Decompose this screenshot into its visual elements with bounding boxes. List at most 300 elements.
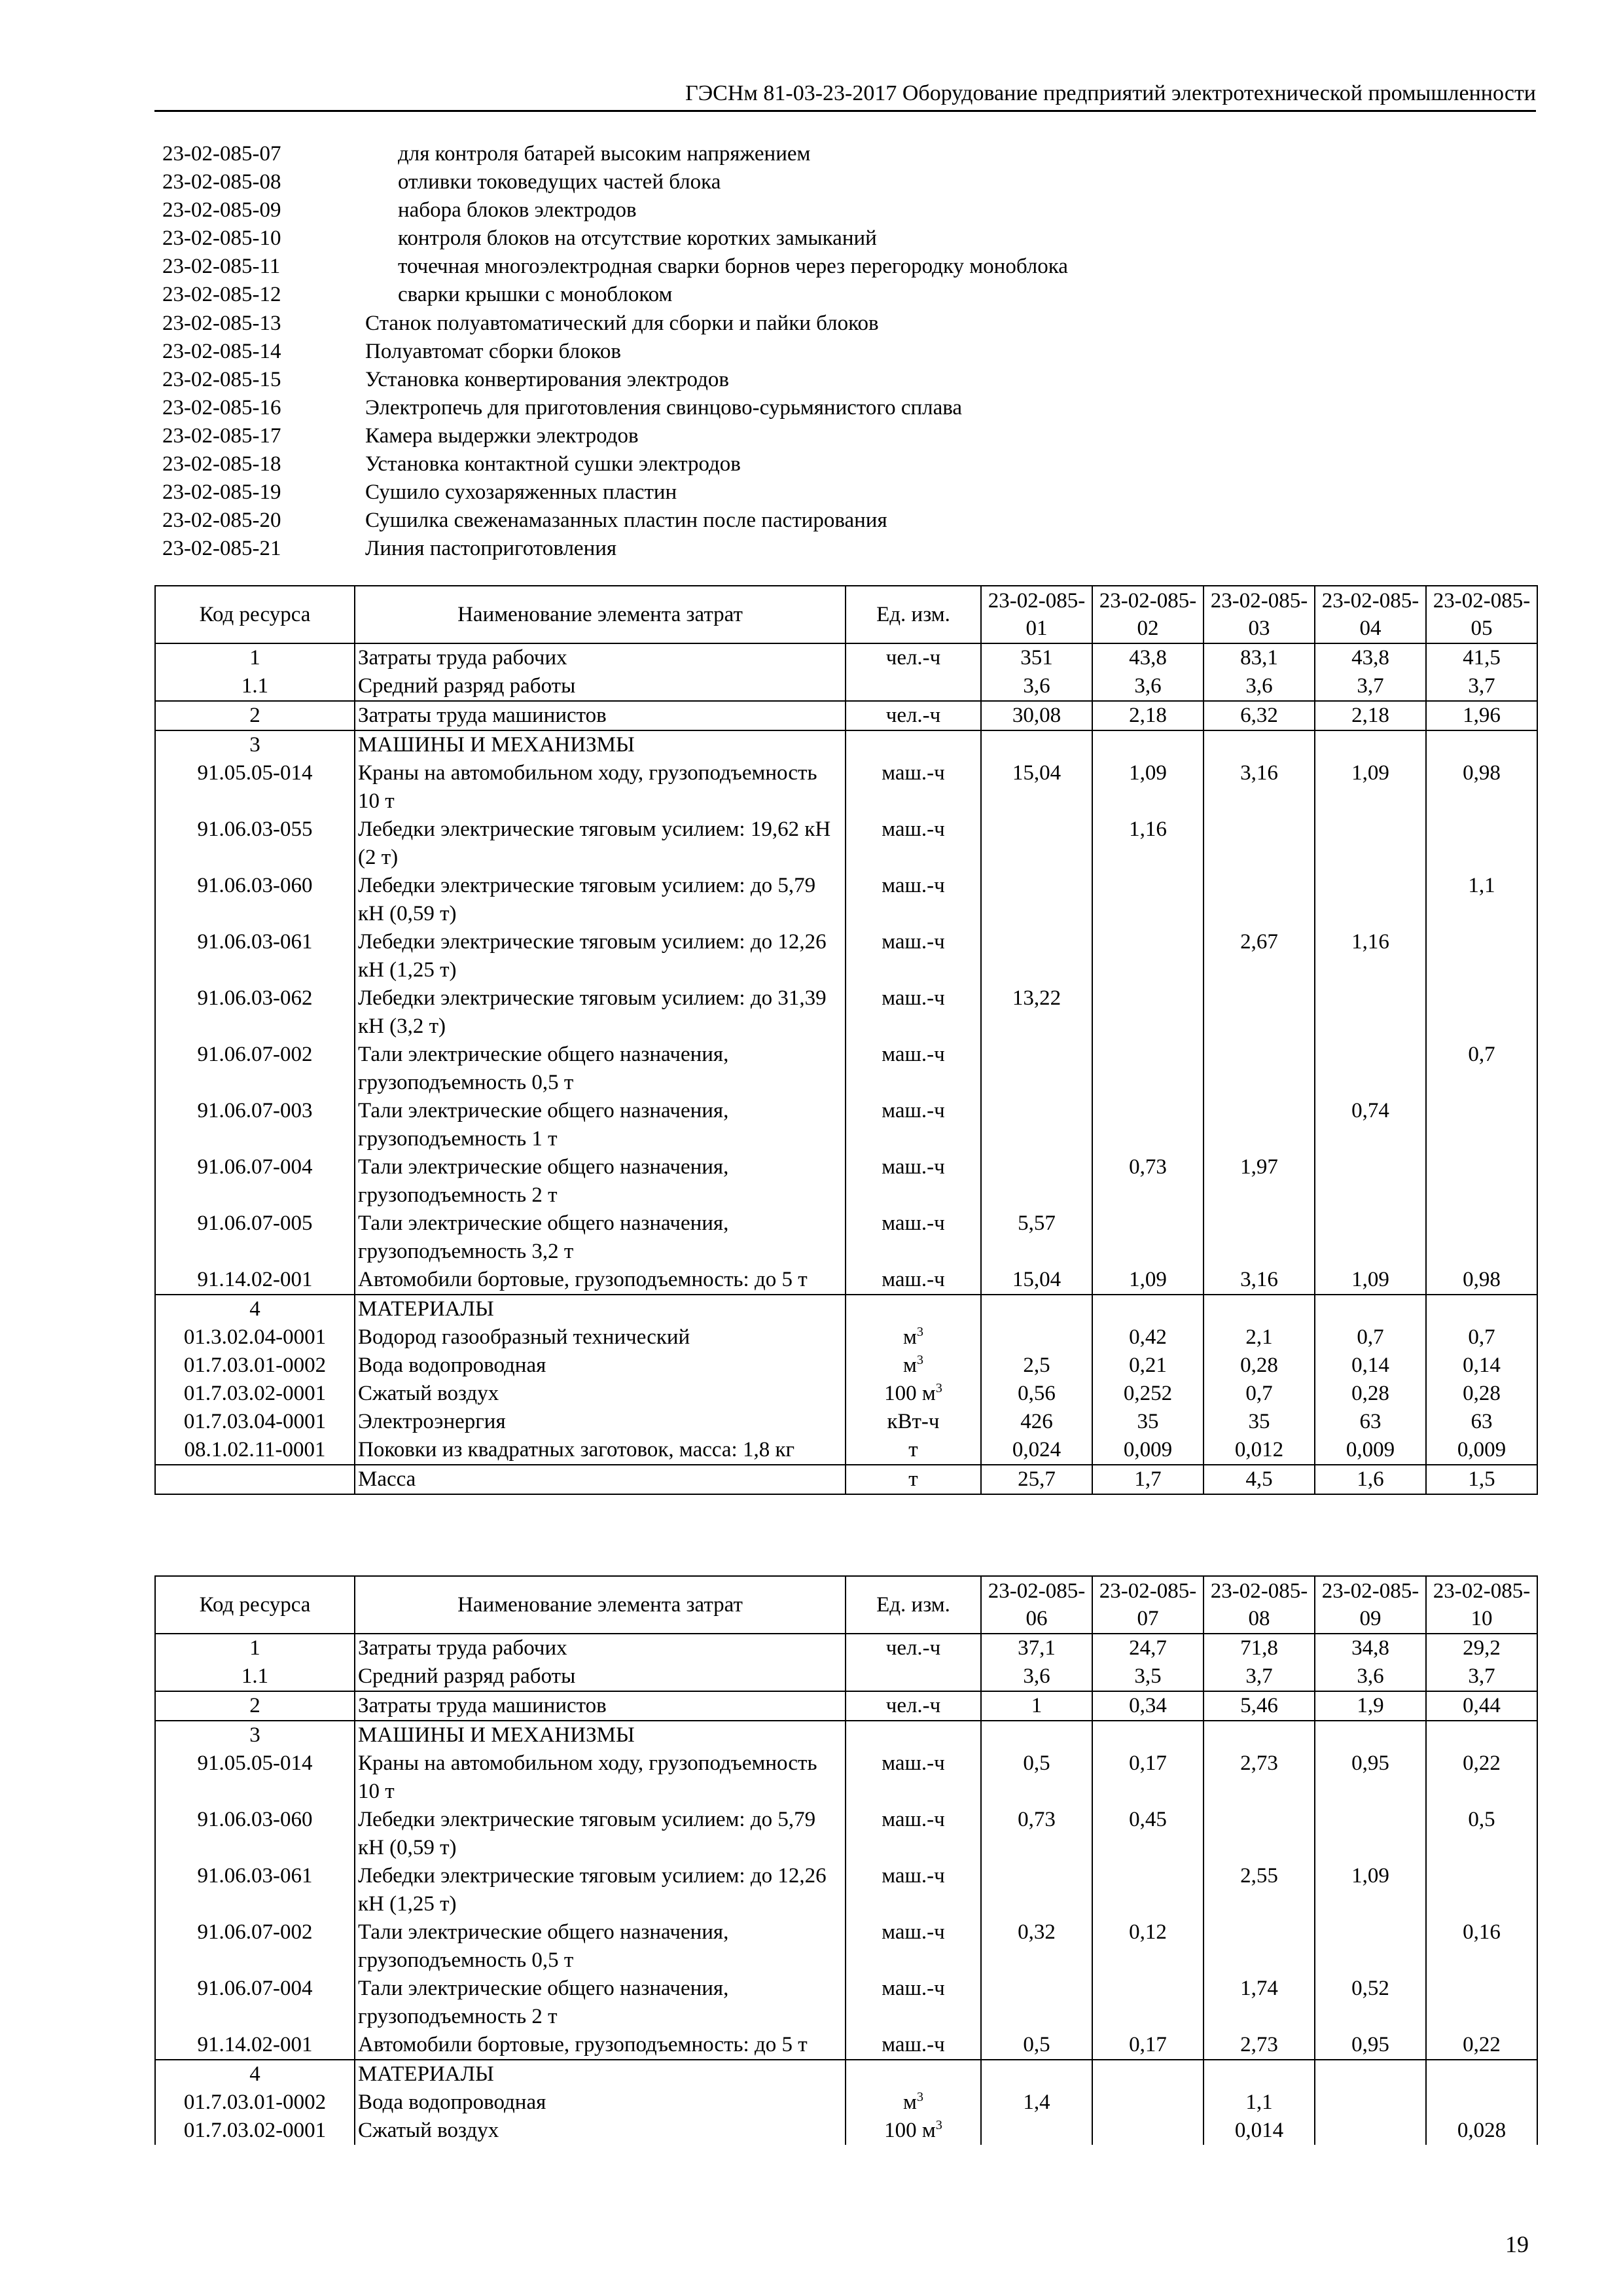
value-cell: 2,73 xyxy=(1204,1749,1315,1806)
page-number: 19 xyxy=(1505,2231,1529,2257)
table-row xyxy=(155,2060,1537,2089)
value-cell xyxy=(1426,1862,1537,1918)
value-cell xyxy=(1426,1295,1537,1323)
value-cell xyxy=(1092,2089,1204,2117)
resource-code: 91.06.03-061 xyxy=(155,928,355,984)
table-row xyxy=(155,816,1537,872)
cost-element-name: Лебедки электрические тяговым усилием: до 5,79 кН (0,59 т) xyxy=(355,872,846,928)
value-cell: 1,9 xyxy=(1315,1691,1426,1721)
code-list-name: для контроля батарей высоким напряжением xyxy=(398,142,811,166)
cost-element-name: Краны на автомобильном ходу, грузоподъемность 10 т xyxy=(355,759,846,816)
table-row xyxy=(155,2117,1537,2145)
value-cell: 1,4 xyxy=(981,2089,1092,2117)
unit-text: маш.-ч xyxy=(882,1808,945,1831)
page-header xyxy=(154,77,1536,112)
table-row xyxy=(155,2089,1537,2117)
value-cell xyxy=(981,1153,1092,1210)
value-cell xyxy=(1315,1153,1426,1210)
value-cell xyxy=(1426,2060,1537,2089)
table-row xyxy=(155,1749,1537,1806)
cost-element-name: Тали электрические общего назначения, грузоподъемность 3,2 т xyxy=(355,1210,846,1266)
value-cell xyxy=(1315,2117,1426,2145)
header-column: 23-02-085-04 xyxy=(1315,586,1426,643)
unit-text: м xyxy=(903,2090,917,2114)
value-cell xyxy=(1426,2089,1537,2117)
value-cell xyxy=(1092,1097,1204,1153)
value-cell xyxy=(1204,872,1315,928)
table-row xyxy=(155,1862,1537,1918)
unit xyxy=(846,1097,981,1153)
value-cell: 3,6 xyxy=(1092,672,1204,701)
unit xyxy=(846,701,981,730)
resource-code: 91.06.03-060 xyxy=(155,872,355,928)
value-cell xyxy=(1315,1210,1426,1266)
code-list-name: отливки токоведущих частей блока xyxy=(398,170,721,194)
value-cell xyxy=(1092,1862,1204,1918)
header-column: 23-02-085-09 xyxy=(1315,1576,1426,1634)
header-column: 23-02-085-06 xyxy=(981,1576,1092,1634)
cost-element-name: Лебедки электрические тяговым усилием: до 31,39 кН (3,2 т) xyxy=(355,984,846,1041)
value-cell: 1,16 xyxy=(1092,816,1204,872)
table-row xyxy=(155,1041,1537,1097)
value-cell xyxy=(1426,730,1537,759)
value-cell: 0,5 xyxy=(981,1749,1092,1806)
header-code: Код ресурса xyxy=(155,1576,355,1634)
value-cell: 0,98 xyxy=(1426,759,1537,816)
value-cell xyxy=(1204,730,1315,759)
unit xyxy=(846,984,981,1041)
unit-text: маш.-ч xyxy=(882,1211,945,1235)
code-list-item xyxy=(162,196,1537,224)
code-list-code: 23-02-085-16 xyxy=(162,395,281,420)
cost-element-name: Краны на автомобильном ходу, грузоподъемность 10 т xyxy=(355,1749,846,1806)
cost-element-name: Вода водопроводная xyxy=(355,1352,846,1380)
cost-element-name: Электроэнергия xyxy=(355,1408,846,1436)
value-cell xyxy=(1092,1210,1204,1266)
value-cell: 0,28 xyxy=(1426,1380,1537,1408)
unit xyxy=(846,1153,981,1210)
code-list-name: Полуавтомат сборки блоков xyxy=(365,339,621,363)
value-cell: 1,09 xyxy=(1315,1266,1426,1295)
value-cell: 0,014 xyxy=(1204,2117,1315,2145)
resource-code: 91.06.07-004 xyxy=(155,1153,355,1210)
cost-element-name: Сжатый воздух xyxy=(355,2117,846,2145)
value-cell xyxy=(981,2060,1092,2089)
resource-code: 01.3.02.04-0001 xyxy=(155,1323,355,1352)
header-column: 23-02-085-03 xyxy=(1204,586,1315,643)
resource-code: 91.06.07-004 xyxy=(155,1975,355,2031)
code-list-item xyxy=(162,507,1537,535)
value-cell xyxy=(1092,984,1204,1041)
unit xyxy=(846,1041,981,1097)
value-cell: 0,28 xyxy=(1204,1352,1315,1380)
value-cell: 15,04 xyxy=(981,759,1092,816)
resource-code: 91.06.03-055 xyxy=(155,816,355,872)
table-row xyxy=(155,1465,1537,1494)
unit xyxy=(846,1295,981,1323)
unit xyxy=(846,1862,981,1918)
value-cell: 0,95 xyxy=(1315,2031,1426,2060)
resource-code: 2 xyxy=(155,701,355,730)
value-cell: 2,18 xyxy=(1315,701,1426,730)
unit-text: м xyxy=(903,1325,917,1349)
table-row xyxy=(155,1408,1537,1436)
code-list-code: 23-02-085-13 xyxy=(162,311,281,335)
cost-element-name: Тали электрические общего назначения, грузоподъемность 0,5 т xyxy=(355,1041,846,1097)
table-row xyxy=(155,1918,1537,1975)
cost-element-name: Масса xyxy=(355,1465,846,1494)
table-row xyxy=(155,928,1537,984)
header-unit: Ед. изм. xyxy=(846,1576,981,1634)
value-cell: 1,09 xyxy=(1092,759,1204,816)
value-cell: 43,8 xyxy=(1315,643,1426,672)
code-list-code: 23-02-085-19 xyxy=(162,480,281,505)
code-list-name: Сушило сухозаряженных пластин xyxy=(365,480,677,505)
value-cell: 1 xyxy=(981,1691,1092,1721)
resource-code: 01.7.03.01-0002 xyxy=(155,1352,355,1380)
header-name: Наименование элемента затрат xyxy=(355,1576,846,1634)
unit-text: маш.-ч xyxy=(882,1268,945,1291)
cost-element-name: Затраты труда машинистов xyxy=(355,701,846,730)
unit-text: чел.-ч xyxy=(885,704,941,727)
unit-text: маш.-ч xyxy=(882,817,945,841)
code-list-code: 23-02-085-18 xyxy=(162,452,281,476)
value-cell: 3,6 xyxy=(1315,1662,1426,1691)
table-row xyxy=(155,872,1537,928)
value-cell xyxy=(981,1295,1092,1323)
value-cell: 0,14 xyxy=(1315,1352,1426,1380)
value-cell xyxy=(1204,2060,1315,2089)
value-cell xyxy=(1092,730,1204,759)
value-cell: 29,2 xyxy=(1426,1634,1537,1662)
unit-text: м xyxy=(903,1354,917,1377)
unit-text: маш.-ч xyxy=(882,1099,945,1122)
unit xyxy=(846,1662,981,1691)
value-cell: 71,8 xyxy=(1204,1634,1315,1662)
value-cell: 1,96 xyxy=(1426,701,1537,730)
table-row xyxy=(155,1691,1537,1721)
code-list-name: контроля блоков на отсутствие коротких замыканий xyxy=(398,226,877,251)
resource-code: 1 xyxy=(155,643,355,672)
value-cell: 0,56 xyxy=(981,1380,1092,1408)
value-cell xyxy=(1092,2060,1204,2089)
table-row xyxy=(155,643,1537,672)
value-cell: 0,16 xyxy=(1426,1918,1537,1975)
code-list-code: 23-02-085-07 xyxy=(162,142,281,166)
value-cell: 35 xyxy=(1092,1408,1204,1436)
header-code: Код ресурса xyxy=(155,586,355,643)
value-cell: 1,1 xyxy=(1204,2089,1315,2117)
unit-text: чел.-ч xyxy=(885,646,941,670)
unit-superscript: 3 xyxy=(916,1325,923,1339)
table-row xyxy=(155,1295,1537,1323)
table-row xyxy=(155,1323,1537,1352)
value-cell: 0,009 xyxy=(1315,1436,1426,1465)
code-list-code: 23-02-085-20 xyxy=(162,509,281,533)
unit xyxy=(846,1323,981,1352)
table-row xyxy=(155,1806,1537,1862)
value-cell: 6,32 xyxy=(1204,701,1315,730)
value-cell: 0,73 xyxy=(1092,1153,1204,1210)
resource-code: 01.7.03.01-0002 xyxy=(155,2089,355,2117)
value-cell: 0,45 xyxy=(1092,1806,1204,1862)
unit xyxy=(846,1918,981,1975)
unit-superscript: 3 xyxy=(935,2118,942,2132)
resource-code: 1 xyxy=(155,1634,355,1662)
value-cell xyxy=(1426,984,1537,1041)
code-list-name: сварки крышки с моноблоком xyxy=(398,283,673,307)
resource-code: 1.1 xyxy=(155,1662,355,1691)
code-list-item xyxy=(162,310,1537,338)
code-list-item xyxy=(162,253,1537,281)
value-cell: 1,09 xyxy=(1315,1862,1426,1918)
value-cell xyxy=(1204,816,1315,872)
unit-text: т xyxy=(908,1438,918,1462)
value-cell xyxy=(1426,928,1537,984)
unit xyxy=(846,672,981,701)
cost-element-name: Вода водопроводная xyxy=(355,2089,846,2117)
value-cell xyxy=(1092,928,1204,984)
value-cell xyxy=(1315,984,1426,1041)
code-list-name: Камера выдержки электродов xyxy=(365,423,639,448)
unit-superscript: 3 xyxy=(916,2090,923,2104)
cost-element-name: Автомобили бортовые, грузоподъемность: до 5 т xyxy=(355,1266,846,1295)
header-unit: Ед. изм. xyxy=(846,586,981,643)
table-row xyxy=(155,1436,1537,1465)
cost-element-name: Тали электрические общего назначения, грузоподъемность 0,5 т xyxy=(355,1918,846,1975)
value-cell: 0,012 xyxy=(1204,1436,1315,1465)
unit xyxy=(846,730,981,759)
value-cell xyxy=(981,2117,1092,2145)
value-cell xyxy=(1092,1295,1204,1323)
code-list-item xyxy=(162,366,1537,394)
value-cell xyxy=(1092,2117,1204,2145)
unit xyxy=(846,1721,981,1749)
value-cell: 3,7 xyxy=(1426,1662,1537,1691)
resource-code: 4 xyxy=(155,1295,355,1323)
value-cell xyxy=(1426,1153,1537,1210)
value-cell xyxy=(981,1975,1092,2031)
unit xyxy=(846,2117,981,2145)
unit xyxy=(846,1436,981,1465)
cost-element-name: Лебедки электрические тяговым усилием: до 12,26 кН (1,25 т) xyxy=(355,928,846,984)
norms-table-1 xyxy=(154,585,1538,1495)
unit-superscript: 3 xyxy=(916,1353,923,1367)
unit-text: маш.-ч xyxy=(882,1751,945,1775)
cost-element-name: МАТЕРИАЛЫ xyxy=(355,1295,846,1323)
unit xyxy=(846,928,981,984)
value-cell: 0,22 xyxy=(1426,1749,1537,1806)
cost-element-name: МАТЕРИАЛЫ xyxy=(355,2060,846,2089)
value-cell: 0,009 xyxy=(1092,1436,1204,1465)
table-row xyxy=(155,1266,1537,1295)
value-cell: 3,16 xyxy=(1204,759,1315,816)
value-cell: 24,7 xyxy=(1092,1634,1204,1662)
value-cell xyxy=(1204,1097,1315,1153)
code-list-item xyxy=(162,450,1537,478)
cost-element-name: Затраты труда машинистов xyxy=(355,1691,846,1721)
code-list-code: 23-02-085-17 xyxy=(162,423,281,448)
cost-element-name: Водород газообразный технический xyxy=(355,1323,846,1352)
unit xyxy=(846,2089,981,2117)
code-list-item xyxy=(162,168,1537,196)
value-cell: 1,09 xyxy=(1315,759,1426,816)
value-cell: 0,7 xyxy=(1315,1323,1426,1352)
value-cell: 0,73 xyxy=(981,1806,1092,1862)
unit-text: т xyxy=(908,1467,918,1491)
value-cell: 0,74 xyxy=(1315,1097,1426,1153)
cost-element-name: Тали электрические общего назначения, грузоподъемность 2 т xyxy=(355,1153,846,1210)
value-cell: 1,6 xyxy=(1315,1465,1426,1494)
unit-text: маш.-ч xyxy=(882,1864,945,1888)
resource-code: 91.06.03-060 xyxy=(155,1806,355,1862)
value-cell xyxy=(1092,1975,1204,2031)
value-cell: 3,6 xyxy=(981,672,1092,701)
cost-element-name: Лебедки электрические тяговым усилием: 19,62 кН (2 т) xyxy=(355,816,846,872)
value-cell xyxy=(981,1097,1092,1153)
code-list-name: набора блоков электродов xyxy=(398,198,637,223)
code-list-code: 23-02-085-12 xyxy=(162,283,281,307)
value-cell: 1,5 xyxy=(1426,1465,1537,1494)
value-cell: 0,17 xyxy=(1092,1749,1204,1806)
code-list-name: Электропечь для приготовления свинцово-сурьмянистого сплава xyxy=(365,395,963,420)
table-row xyxy=(155,984,1537,1041)
code-list-item xyxy=(162,281,1537,309)
code-list-item xyxy=(162,338,1537,366)
resource-code: 91.14.02-001 xyxy=(155,2031,355,2060)
value-cell: 34,8 xyxy=(1315,1634,1426,1662)
resource-code: 01.7.03.02-0001 xyxy=(155,2117,355,2145)
cost-element-name: МАШИНЫ И МЕХАНИЗМЫ xyxy=(355,730,846,759)
cost-element-name: Сжатый воздух xyxy=(355,1380,846,1408)
value-cell: 35 xyxy=(1204,1408,1315,1436)
value-cell xyxy=(1092,1721,1204,1749)
value-cell: 0,12 xyxy=(1092,1918,1204,1975)
code-list-item xyxy=(162,224,1537,253)
value-cell xyxy=(1204,984,1315,1041)
value-cell: 3,6 xyxy=(981,1662,1092,1691)
value-cell xyxy=(1204,1041,1315,1097)
unit-text: кВт-ч xyxy=(887,1410,940,1433)
table-row xyxy=(155,1662,1537,1691)
unit xyxy=(846,872,981,928)
value-cell xyxy=(1315,1721,1426,1749)
value-cell: 0,252 xyxy=(1092,1380,1204,1408)
unit xyxy=(846,1634,981,1662)
value-cell xyxy=(1204,1806,1315,1862)
value-cell xyxy=(981,928,1092,984)
value-cell xyxy=(1315,730,1426,759)
unit-text: маш.-ч xyxy=(882,1920,945,1944)
value-cell xyxy=(981,816,1092,872)
value-cell xyxy=(1426,816,1537,872)
value-cell: 0,028 xyxy=(1426,2117,1537,2145)
table-row xyxy=(155,2031,1537,2060)
header-column: 23-02-085-05 xyxy=(1426,586,1537,643)
cost-element-name: Поковки из квадратных заготовок, масса: 1,8 кг xyxy=(355,1436,846,1465)
value-cell: 0,17 xyxy=(1092,2031,1204,2060)
code-list-code: 23-02-085-21 xyxy=(162,537,281,561)
resource-code: 91.05.05-014 xyxy=(155,759,355,816)
value-cell: 5,57 xyxy=(981,1210,1092,1266)
value-cell: 43,8 xyxy=(1092,643,1204,672)
cost-element-name: Затраты труда рабочих xyxy=(355,1634,846,1662)
value-cell: 1,09 xyxy=(1092,1266,1204,1295)
resource-code: 4 xyxy=(155,2060,355,2089)
value-cell xyxy=(1426,1210,1537,1266)
value-cell: 2,67 xyxy=(1204,928,1315,984)
value-cell xyxy=(981,730,1092,759)
resource-code: 3 xyxy=(155,730,355,759)
resource-code: 08.1.02.11-0001 xyxy=(155,1436,355,1465)
unit-text: чел.-ч xyxy=(885,1694,941,1717)
unit xyxy=(846,1352,981,1380)
resource-code: 3 xyxy=(155,1721,355,1749)
resource-code: 91.06.07-003 xyxy=(155,1097,355,1153)
value-cell: 0,14 xyxy=(1426,1352,1537,1380)
code-list-code: 23-02-085-15 xyxy=(162,367,281,391)
value-cell xyxy=(1204,1721,1315,1749)
header-column: 23-02-085-08 xyxy=(1204,1576,1315,1634)
value-cell: 4,5 xyxy=(1204,1465,1315,1494)
unit xyxy=(846,643,981,672)
resource-code: 91.06.07-002 xyxy=(155,1041,355,1097)
code-list-code: 23-02-085-08 xyxy=(162,170,281,194)
header-column: 23-02-085-02 xyxy=(1092,586,1204,643)
value-cell: 1,16 xyxy=(1315,928,1426,984)
cost-element-name: Лебедки электрические тяговым усилием: до 12,26 кН (1,25 т) xyxy=(355,1862,846,1918)
resource-code: 2 xyxy=(155,1691,355,1721)
value-cell: 3,7 xyxy=(1204,1662,1315,1691)
table-row xyxy=(155,1721,1537,1749)
value-cell: 0,98 xyxy=(1426,1266,1537,1295)
value-cell: 2,18 xyxy=(1092,701,1204,730)
table-row xyxy=(155,1380,1537,1408)
code-list-item xyxy=(162,140,1537,168)
value-cell: 0,32 xyxy=(981,1918,1092,1975)
value-cell xyxy=(1426,1097,1537,1153)
value-cell: 0,5 xyxy=(1426,1806,1537,1862)
code-list-code: 23-02-085-09 xyxy=(162,198,281,223)
cost-element-name: Автомобили бортовые, грузоподъемность: до 5 т xyxy=(355,2031,846,2060)
unit xyxy=(846,759,981,816)
value-cell: 2,55 xyxy=(1204,1862,1315,1918)
header-column: 23-02-085-10 xyxy=(1426,1576,1537,1634)
value-cell: 3,7 xyxy=(1315,672,1426,701)
value-cell: 5,46 xyxy=(1204,1691,1315,1721)
resource-code: 1.1 xyxy=(155,672,355,701)
value-cell: 0,009 xyxy=(1426,1436,1537,1465)
resource-code xyxy=(155,1465,355,1494)
value-cell: 0,44 xyxy=(1426,1691,1537,1721)
code-list-name: Установка конвертирования электродов xyxy=(365,367,729,391)
code-list-item xyxy=(162,394,1537,422)
value-cell xyxy=(1315,816,1426,872)
resource-code: 91.06.07-002 xyxy=(155,1918,355,1975)
unit-text: маш.-ч xyxy=(882,761,945,785)
resource-code: 01.7.03.02-0001 xyxy=(155,1380,355,1408)
table-row xyxy=(155,672,1537,701)
value-cell xyxy=(1426,1721,1537,1749)
value-cell xyxy=(1204,1918,1315,1975)
value-cell xyxy=(981,872,1092,928)
header-name: Наименование элемента затрат xyxy=(355,586,846,643)
value-cell xyxy=(1315,1806,1426,1862)
table-row xyxy=(155,1975,1537,2031)
table-row xyxy=(155,730,1537,759)
value-cell xyxy=(1204,1295,1315,1323)
unit-text: маш.-ч xyxy=(882,986,945,1010)
